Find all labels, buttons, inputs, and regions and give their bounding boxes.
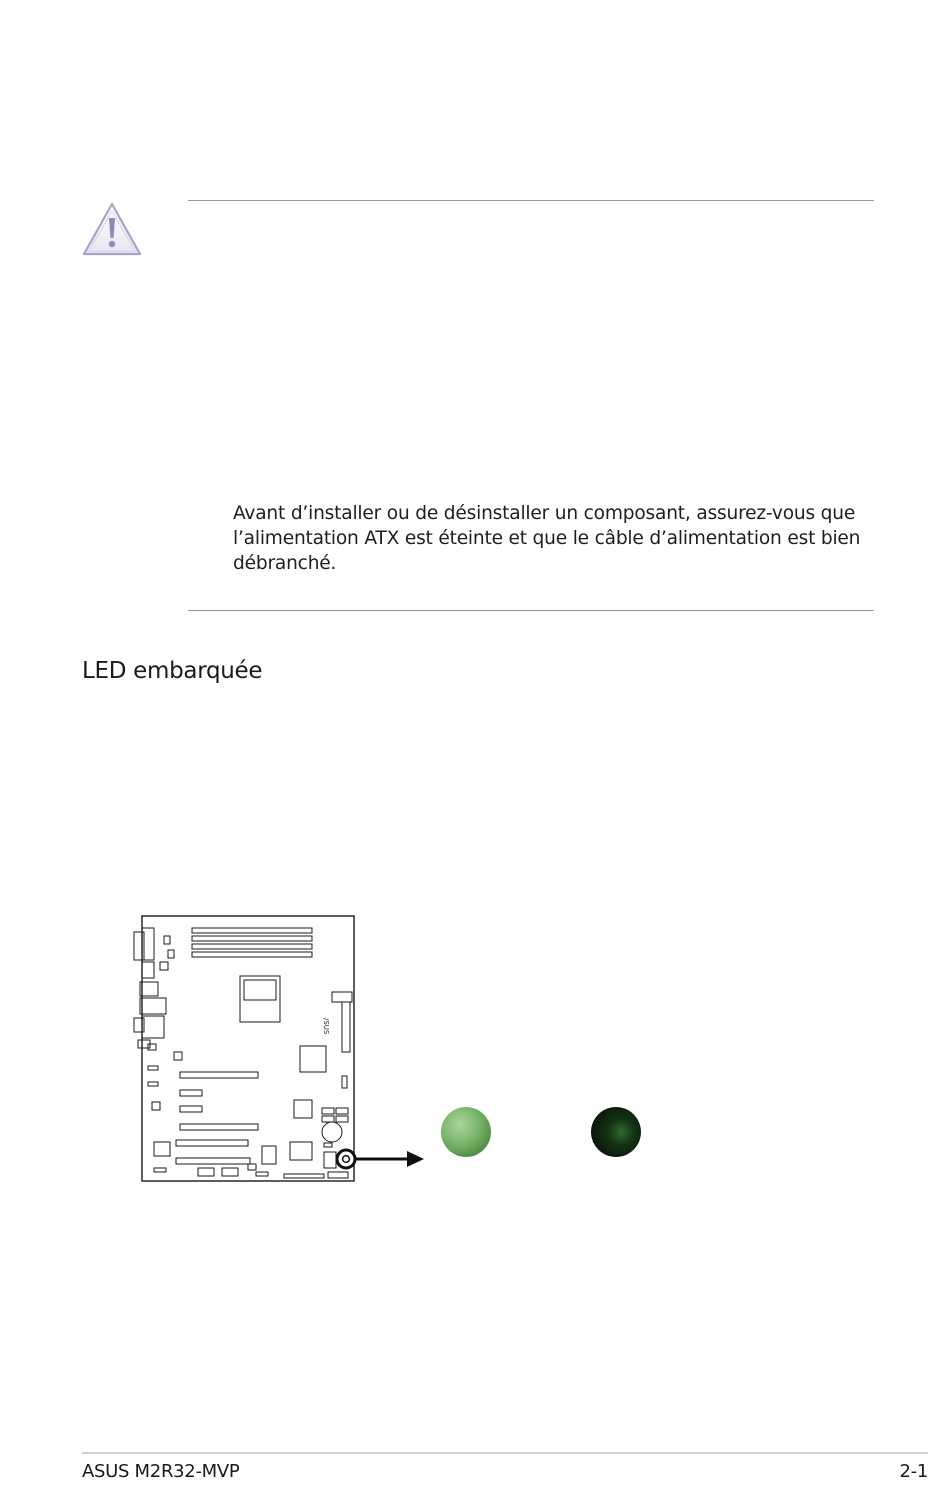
- footer-divider: [82, 1452, 928, 1454]
- led-on-icon: [441, 1107, 491, 1157]
- footer-product-name: ASUS M2R32-MVP: [82, 1461, 240, 1482]
- bottom-divider: [188, 610, 874, 611]
- board-logo: /SUS: [322, 1018, 330, 1035]
- top-divider: [188, 200, 874, 201]
- footer-page-number: 2-1: [899, 1461, 928, 1482]
- onboard-led-diagram: [128, 910, 688, 1190]
- onboard-led-marker: [337, 1150, 355, 1168]
- warning-triangle-icon: [80, 200, 144, 258]
- warning-text: Avant d’installer ou de désinstaller un composant, assurez-vous que l’alimentation ATX est éteinte et que le câble d’alimentation est bien débranché.: [233, 503, 861, 574]
- section-title: LED embarquée: [82, 658, 263, 684]
- motherboard-layout: [134, 916, 354, 1181]
- led-off-icon: [591, 1107, 641, 1157]
